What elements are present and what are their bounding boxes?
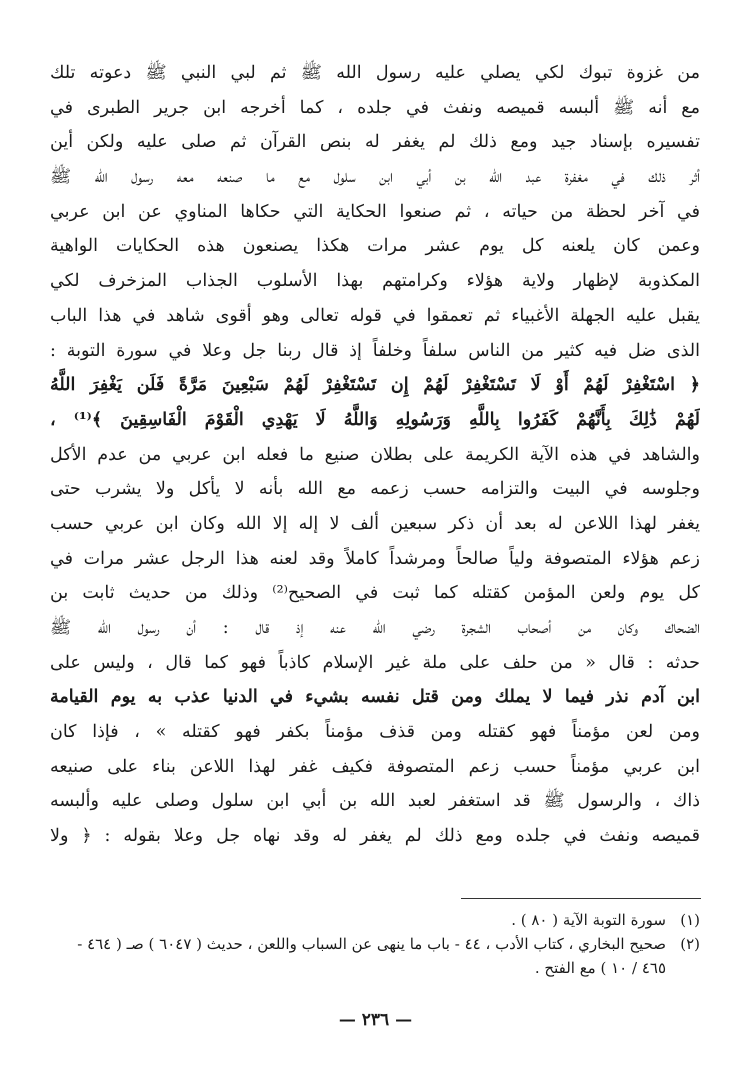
main-text [50,56,700,854]
quran-verse-line: لَهُمْ ذَٰلِكَ بِأَنَّهُمْ كَفَرُوا بِاللَّهِ وَرَسُولِهِ وَاللَّهُ لَا يَهْدِي الْقَوْمَ الْفَاسِقِينَ ﴾⁽¹⁾ ، [50,409,700,430]
hadith-line: ومن لعن مؤمناً فهو كقتله ومن قذف مؤمناً بكفر فهو كقتله » ، فإذا كان [50,722,700,743]
body-line: زعم هؤلاء المتصوفة ولياً صالحاً ومرشداً كاملاً وقد لعنه هذا الرجل عشر مرات في [50,548,700,569]
hadith-line: حدثه : قال « من حلف على ملة غير الإسلام كاذباً فهو كما قال ، وليس على [50,652,700,673]
body-line: ابن عربي مؤمناً حسب زعم المتصوفة فكيف غفر لهذا اللاعن بناء على صنيعه [50,756,700,777]
body-line: تفسيره بإسناد جيد ومع ذلك لم يغفر له بنص القرآن ثم صلى عليه ولكن أين [50,132,700,153]
footnotes [50,908,700,980]
body-line: يقبل عليه الجهلة الأغبياء ثم تعمقوا في قوله تعالى وهو أقوى شاهد في هذا الباب [50,305,700,326]
quran-verse-line: ﴿ اسْتَغْفِرْ لَهُمْ أَوْ لَا تَسْتَغْفِرْ لَهُمْ إِن تَسْتَغْفِرْ لَهُمْ سَبْعِينَ مَرَّةً فَلَن يَغْفِرَ اللَّهُ [50,375,700,396]
body-line: في آخر لحظة من حياته ، ثم صنعوا الحكاية التي حكاها المناوي عن ابن عربي [50,201,700,222]
body-line: وعمن كان يلعنه كل يوم عشر مرات هكذا يصنعون هذه الحكايات الواهية [50,236,700,257]
body-line: وجلوسه في البيت والتزامه حسب زعمه مع الله بأنه لا يأكل ولا يشرب حتى [50,479,700,500]
footnote-number: (٢) [680,935,700,953]
body-line: من غزوة تبوك لكي يصلي عليه رسول الله ﷺ ثم لبي النبي ﷺ دعوته تلك [50,63,700,83]
footnote [50,932,700,980]
body-line: المكذوبة لإظهار ولاية هؤلاء وكرامتهم بهذا الأسلوب الجذاب المزخرف لكي [50,271,700,292]
footnote-divider [461,898,701,899]
page-number: — ٢٣٦ — [338,1010,413,1030]
body-line: مع أنه ﷺ ألبسه قميصه ونفث في جلده ، كما أخرجه ابن جرير الطبرى في [50,97,700,118]
hadith-line: ابن آدم نذر فيما لا يملك ومن قتل نفسه بشيء في الدنيا عذب به يوم القيامة [50,687,700,708]
body-line: قميصه ونفث في جلده ومع ذلك لم يغفر له وقد نهاه جل وعلا بقوله : ﴿ ولا [50,826,700,847]
body-line: الضحاك وكان من أصحاب الشجرة رضي الله عنه إذ قال : أن رسول الله ﷺ [50,618,700,638]
footnote-number: (١) [680,911,700,929]
body-line: الذى ضل فيه كثير من الناس سلفاً وخلفاً إذ قال ربنا جل وعلا في سورة التوبة : [50,340,700,361]
body-line: أثر ذلك في مغفرة عبد الله بن أبي ابن سلول مع ما صنعه معه رسول الله ﷺ [50,167,700,188]
footnote [50,908,700,932]
body-line: يغفر لهذا اللاعن له بعد أن ذكر سبعين ألف لا إله إلا الله وكان ابن عربي حسب [50,513,700,534]
footnote-text: سورة التوبة الآية ( ٨٠ ) . [511,911,666,929]
body-line: كل يوم ولعن المؤمن كقتله كما ثبت في الصحيح⁽²⁾ وذلك من حديث ثابت بن [50,583,700,604]
footnote-text: صحيح البخاري ، كتاب الأدب ، ٤٤ - باب ما ينهى عن السباب واللعن ، حديث ( ٦٠٤٧ ) صـ ( ٤٦٤ - ٤٦٥ / ١٠ ) مع الفتح . [77,935,666,977]
body-line: والشاهد في هذه الآية الكريمة على بطلان صنيع ما فعله ابن عربي من عدم الأكل [50,444,700,465]
body-line: ذاك ، والرسول ﷺ قد استغفر لعبد الله بن أبي ابن سلول وصلى عليه وألبسه [50,791,700,812]
